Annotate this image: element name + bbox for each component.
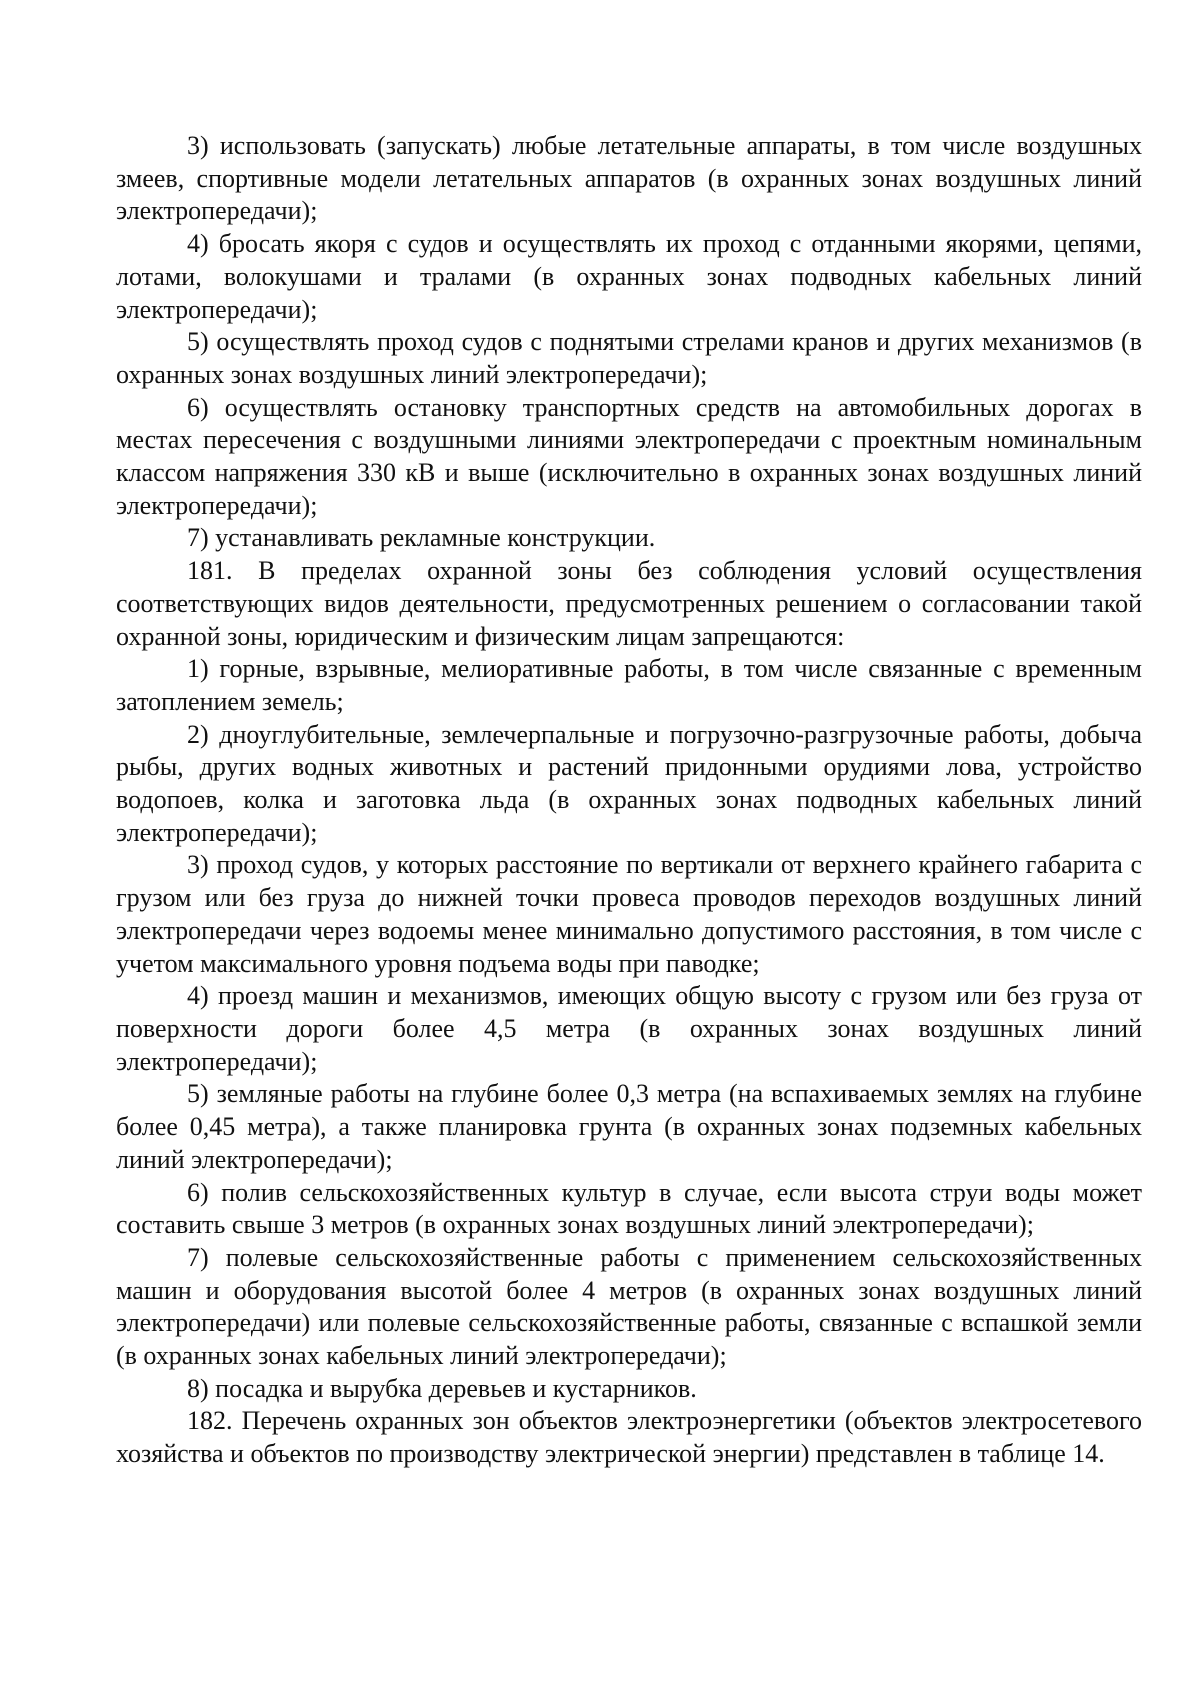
clause-181: 181. В пределах охранной зоны без соблюдения условий осуществления соответствующих видов деятельности, предусмотренных решением о согласовании такой охранной зоны, юридическим и физическим лицам запрещаются: — [116, 556, 1142, 651]
document-page — [116, 130, 1142, 1471]
list-item-7-advertising: 7) устанавливать рекламные конструкции. — [187, 523, 656, 553]
clause-182: 182. Перечень охранных зон объектов электроэнергетики (объектов электросетевого хозяйства и объектов по производству электрической энергии) представлен в таблице 14. — [116, 1406, 1142, 1469]
list-item-6-vehicle-stops: 6) осуществлять остановку транспортных средств на автомобильных дорогах в местах пересечения с воздушными линиями электропередачи с проектным номинальным классом напряжения 330 кВ и выше (исключительно в охранных зонах воздушных линий электропередачи); — [116, 392, 1142, 520]
list-item-5-vessel-cranes: 5) осуществлять проход судов с поднятыми стрелами кранов и других механизмов (в охранных зонах воздушных линий электропередачи); — [116, 327, 1142, 389]
list-item-7-field-works: 7) полевые сельскохозяйственные работы с применением сельскохозяйственных машин и оборудования высотой более 4 метров (в охранных зонах воздушных линий электропередачи) или полевые сельскохозяйственные работы, связанные с вспашкой земли (в охранных зонах кабельных линий электропередачи); — [116, 1242, 1142, 1371]
list-item-8-trees: 8) посадка и вырубка деревьев и кустарников. — [187, 1373, 697, 1403]
list-item-1-mining-works: 1) горные, взрывные, мелиоративные работы, в том числе связанные с временным затоплением земель; — [116, 654, 1142, 716]
list-item-4-anchors: 4) бросать якоря с судов и осуществлять их проход с отданными якорями, цепями, лотами, волокушами и тралами (в охранных зонах подводных кабельных линий электропередачи); — [116, 229, 1142, 324]
list-item-3-vessel-passage: 3) проход судов, у которых расстояние по вертикали от верхнего крайнего габарита с грузом или без груза до нижней точки провеса проводов переходов воздушных линий электропередачи через водоемы менее минимально допустимого расстояния, в том числе с учетом максимального уровня подъема воды при паводке; — [116, 850, 1142, 978]
list-item-2-dredging: 2) дноуглубительные, землечерпальные и погрузочно-разгрузочные работы, добыча рыбы, других водных животных и растений придонными орудиями лова, устройство водопоев, колка и заготовка льда (в охранных зонах подводных кабельных линий электропередачи); — [116, 719, 1142, 847]
list-item-3-aircraft: 3) использовать (запускать) любые летательные аппараты, в том числе воздушных змеев, спортивные модели летательных аппаратов (в охранных зонах воздушных линий электропередачи); — [116, 131, 1142, 226]
list-item-4-vehicle-height: 4) проезд машин и механизмов, имеющих общую высоту с грузом или без груза от поверхности дороги более 4,5 метра (в охранных зонах воздушных линий электропередачи); — [116, 981, 1142, 1076]
list-item-6-irrigation: 6) полив сельскохозяйственных культур в случае, если высота струи воды может составить свыше 3 метров (в охранных зонах воздушных линий электропередачи); — [116, 1177, 1142, 1240]
list-item-5-earthworks: 5) земляные работы на глубине более 0,3 метра (на вспахиваемых землях на глубине более 0,45 метра), а также планировка грунта (в охранных зонах подземных кабельных линий электропередачи); — [116, 1079, 1142, 1174]
